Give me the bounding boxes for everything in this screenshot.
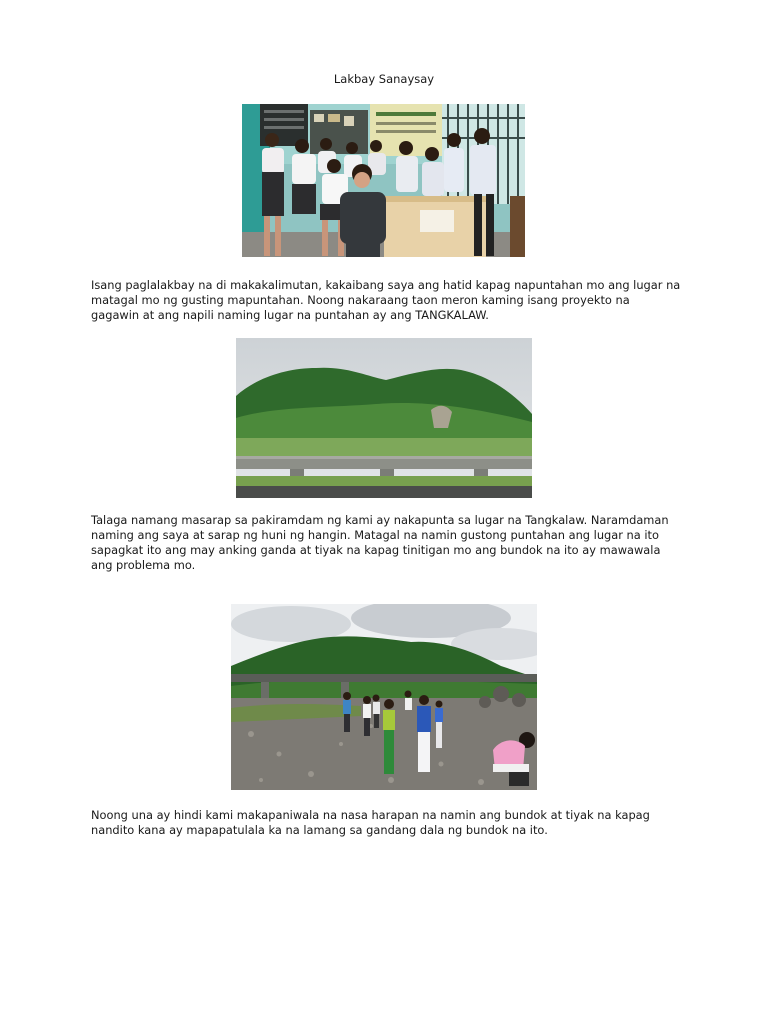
mountain-photo: [236, 338, 532, 498]
group-photo: [242, 104, 525, 257]
paragraph-1: Isang paglalakbay na di makakalimutan, kakaibang saya ang hatid kapag napuntahan mo ang lugar na matagal mo ng gusting mapuntahan. Noong nakaraang taon meron kaming isang proyekto na gagawin at ang napili naming lugar na puntahan ay ang TANGKALAW.: [91, 278, 681, 322]
document-title: Lakbay Sanaysay: [333, 72, 435, 86]
riverbed-photo: [231, 604, 537, 790]
paragraph-2: Talaga namang masarap sa pakiramdam ng kami ay nakapunta sa lugar na Tangkalaw. Naramdaman naming ang saya at sarap ng huni ng hangin. Matagal na namin gustong puntahan ang lugar na ito sapagkat ito ang may anking ganda at tiyak na kapag tinitigan mo ang bundok na ito ay mawawala ang problema mo.: [91, 513, 669, 572]
paragraph-3: Noong una ay hindi kami makapaniwala na nasa harapan na namin ang bundok at tiyak na kapag nandito kana ay mapapatulala ka na lamang sa gandang dala ng bundok na ito.: [91, 808, 650, 837]
